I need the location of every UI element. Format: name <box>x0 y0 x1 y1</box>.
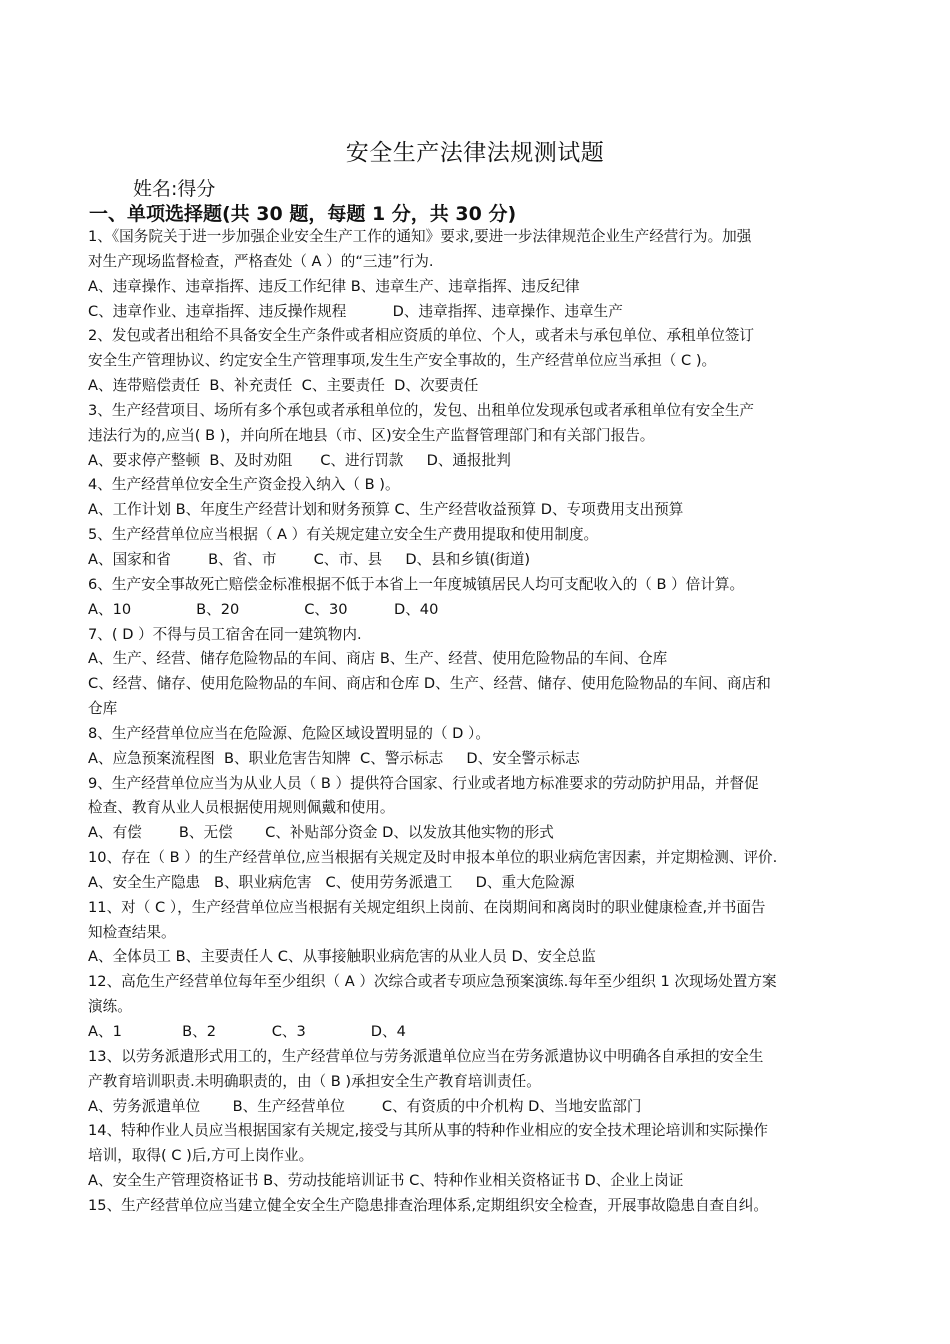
text-line: 1、《国务院关于进一步加强企业安全生产工作的通知》要求,要进一步法律规范企业生产经营行为。加强 <box>88 228 752 245</box>
text-line: 14、特种作业人员应当根据国家有关规定,接受与其所从事的特种作业相应的安全技术理论培训和实际操作 <box>88 1122 768 1140</box>
text-line: 检查、教育从业人员根据使用规则佩戴和使用。 <box>88 799 395 817</box>
text-line: C、违章作业、违章指挥、违反操作规程 D、违章指挥、违章操作、违章生产 <box>88 302 623 320</box>
text-line: 安全生产管理协议、约定安全生产管理事项,发生生产安全事故的，生产经营单位应当承担（ C )。 <box>88 352 717 370</box>
text-line: A、国家和省 B、省、市 C、市、县 D、县和乡镇(街道) <box>88 550 531 568</box>
text-line: A、违章操作、违章指挥、违反工作纪律 B、违章生产、违章指挥、违反纪律 <box>88 277 580 295</box>
text-line: C、经营、储存、使用危险物品的车间、商店和仓库 D、生产、经营、储存、使用危险物品的车间、商店和 <box>88 675 771 693</box>
text-line: A、安全生产管理资格证书 B、劳动技能培训证书 C、特种作业相关资格证书 D、企业上岗证 <box>88 1172 684 1190</box>
document-title: 安全生产法律法规测试题 <box>345 140 605 166</box>
text-line: A、劳务派遣单位 B、生产经营单位 C、有资质的中介机构 D、当地安监部门 <box>88 1097 642 1115</box>
text-line: A、安全生产隐患 B、职业病危害 C、使用劳务派遣工 D、重大危险源 <box>88 873 575 891</box>
text-line: A、工作计划 B、年度生产经营计划和财务预算 C、生产经营收益预算 D、专项费用支出预算 <box>88 501 684 519</box>
text-line: 4、生产经营单位安全生产资金投入纳入（ B )。 <box>88 476 400 494</box>
text-line: A、生产、经营、储存危险物品的车间、商店 B、生产、经营、使用危险物品的车间、仓库 <box>88 650 668 668</box>
text-line: 知检查结果。 <box>88 923 176 941</box>
text-line: 产教育培训职责.未明确职责的，由（ B )承担安全生产教育培训责任。 <box>88 1072 541 1090</box>
text-line: A、1 B、2 C、3 D、4 <box>88 1023 406 1040</box>
text-line: 5、生产经营单位应当根据（ A ）有关规定建立安全生产费用提取和使用制度。 <box>88 526 599 544</box>
text-line: A、有偿 B、无偿 C、补贴部分资金 D、以发放其他实物的形式 <box>88 824 554 842</box>
text-line: A、10 B、20 C、30 D、40 <box>88 600 439 618</box>
text-line: A、连带赔偿责任 B、补充责任 C、主要责任 D、次要责任 <box>88 377 479 395</box>
text-line: 2、发包或者出租给不具备安全生产条件或者相应资质的单位、个人，或者未与承包单位、承租单位签订 <box>88 327 755 345</box>
text-line: 违法行为的,应当( B )，并向所在地县（市、区)安全生产监督管理部门和有关部门报告。 <box>88 426 655 444</box>
text-line: A、全体员工 B、主要责任人 C、从事接触职业病危害的从业人员 D、安全总监 <box>88 948 596 966</box>
text-line: 10、存在（ B ）的生产经营单位,应当根据有关规定及时申报本单位的职业病危害因素，并定期检测、评价. <box>88 849 778 867</box>
question-list <box>88 225 868 1219</box>
text-line: 培训，取得( C )后,方可上岗作业。 <box>88 1147 314 1165</box>
text-line: 12、高危生产经营单位每年至少组织（ A ）次综合或者专项应急预案演练.每年至少组织 1 次现场处置方案 <box>88 973 777 991</box>
text-line: 3、生产经营项目、场所有多个承包或者承租单位的，发包、出租单位发现承包或者承租单位有安全生产 <box>88 401 755 419</box>
text-line: 15、生产经营单位应当建立健全安全生产隐患排查治理体系,定期组织安全检查，开展事故隐患自查自纠。 <box>88 1196 768 1214</box>
text-line: 8、生产经营单位应当在危险源、危险区域设置明显的（ D ）。 <box>88 724 490 742</box>
name-score-line: 姓名:得分 <box>133 178 216 200</box>
text-line: 11、对（ C ），生产经营单位应当根据有关规定组织上岗前、在岗期间和离岗时的职业健康检查,并书面告 <box>88 898 766 916</box>
text-line: A、要求停产整顿 B、及时劝阻 C、进行罚款 D、通报批判 <box>88 451 511 469</box>
text-line: 9、生产经营单位应当为从业人员（ B ）提供符合国家、行业或者地方标准要求的劳动防护用品，并督促 <box>88 774 759 792</box>
text-line: 6、生产安全事故死亡赔偿金标准根据不低于本省上一年度城镇居民人均可支配收入的（ B ）倍计算。 <box>88 575 745 593</box>
text-line: 13、以劳务派遣形式用工的，生产经营单位与劳务派遣单位应当在劳务派遣协议中明确各自承担的安全生 <box>88 1047 764 1065</box>
text-line: A、应急预案流程图 B、职业危害告知牌 C、警示标志 D、安全警示标志 <box>88 749 580 767</box>
text-line: 仓库 <box>88 700 118 718</box>
text-line: 演练。 <box>88 998 132 1016</box>
text-line: 对生产现场监督检查，严格查处（ A ）的“三违”行为. <box>88 252 434 270</box>
text-line: 7、( D ）不得与员工宿舍在同一建筑物内. <box>88 625 362 643</box>
section-heading: 一、单项选择题(共 30 题，每题 1 分，共 30 分) <box>89 203 517 225</box>
